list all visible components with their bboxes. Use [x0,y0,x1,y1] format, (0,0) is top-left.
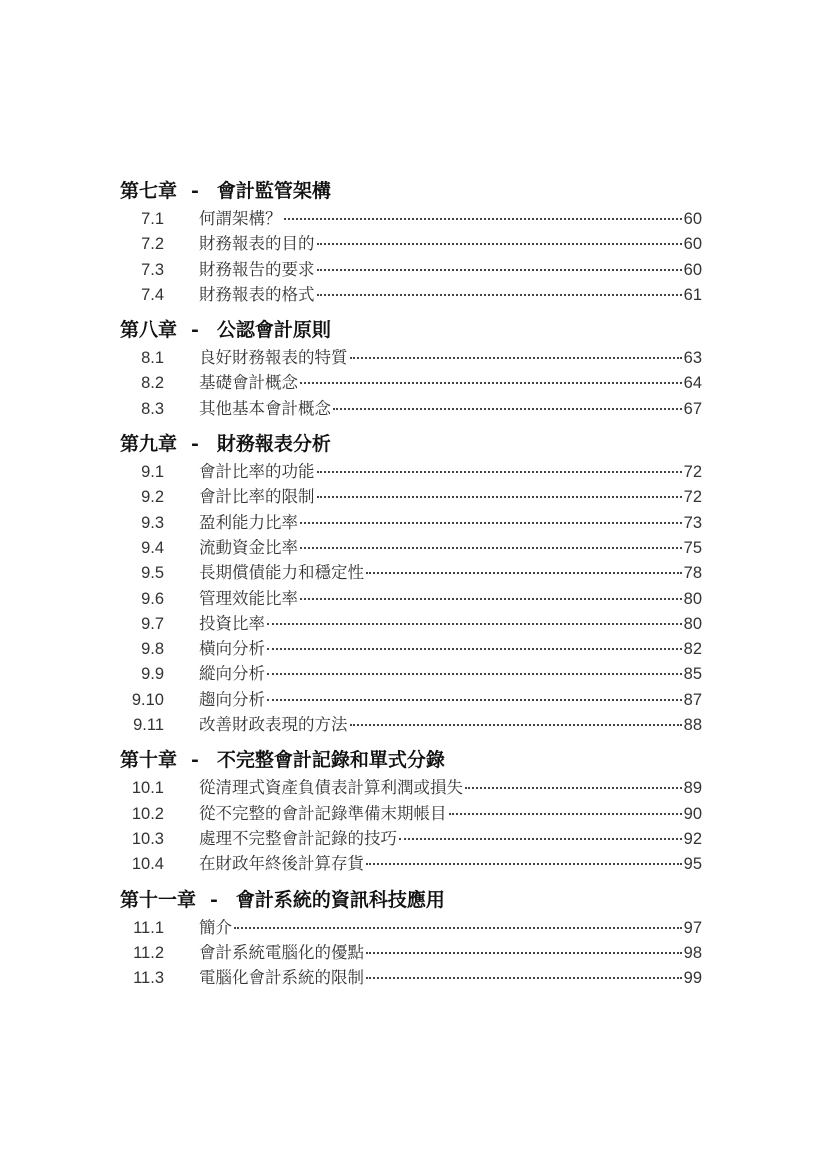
section-title: 改善財政表現的方法 [199,716,348,735]
dot-leader [317,471,682,473]
page-number: 85 [683,665,702,684]
section-title: 財務報表的目的 [199,235,315,254]
section-number: 7.2 [141,235,164,254]
toc-entry[interactable] [120,561,702,586]
dot-leader [284,218,682,220]
section-title: 在財政年終後計算存貨 [199,855,364,874]
chapter-label: 第八章 [120,319,178,342]
chapter-dash: - [210,888,218,911]
toc-entry[interactable] [120,916,702,941]
dot-leader [300,598,682,600]
page-number: 99 [683,969,702,988]
section-title: 財務報表的格式 [199,285,315,304]
section-number: 11.1 [133,918,164,937]
section-number: 7.1 [141,210,164,228]
section-title: 何謂架構？ [199,210,282,228]
page-number: 97 [683,918,702,937]
dot-leader [267,699,682,701]
page-number: 72 [683,488,702,507]
page-number: 92 [683,829,702,848]
page-number: 64 [683,374,702,393]
page-number: 78 [683,564,702,583]
chapter-dash: - [191,319,199,342]
page-number: 89 [683,779,702,798]
chapter-section [120,314,702,422]
chapter-title: 會計系統的資訊科技應用 [235,888,445,911]
page-number: 90 [683,804,702,823]
page-number: 80 [683,589,702,608]
toc-entry[interactable] [120,485,702,510]
chapter-dash: - [191,180,199,202]
page-number: 87 [683,690,702,709]
chapter-section [120,175,702,308]
section-title: 從清理式資產負債表計算利潤或損失 [199,779,463,798]
toc-entry[interactable] [120,207,702,232]
dot-leader [333,408,682,410]
section-title: 從不完整的會計記錄準備末期帳目 [199,804,447,823]
chapter-heading [120,884,702,916]
section-number: 8.3 [141,399,164,418]
section-number: 9.8 [141,640,164,659]
dot-leader [366,952,682,954]
toc-entry[interactable] [120,612,702,637]
table-of-contents [120,175,702,991]
dot-leader [267,623,682,625]
section-number: 10.2 [131,804,164,823]
chapter-section [120,744,702,877]
chapter-heading [120,428,702,460]
dot-leader [267,648,682,650]
page-number: 75 [683,538,702,557]
page-number: 98 [683,943,702,962]
dot-leader [317,294,682,296]
section-title: 長期償債能力和穩定性 [199,564,364,583]
section-number: 9.1 [141,463,164,482]
chapter-heading [120,314,702,346]
page-number: 80 [683,614,702,633]
section-number: 8.2 [141,374,164,393]
section-number: 10.4 [131,855,164,874]
section-title: 管理效能比率 [199,589,298,608]
page-number: 60 [683,235,702,254]
toc-entry[interactable] [120,688,702,713]
toc-entry[interactable] [120,802,702,827]
toc-entry[interactable] [120,827,702,852]
dot-leader [366,572,682,574]
section-number: 9.9 [141,665,164,684]
chapter-label: 第九章 [120,433,178,456]
section-number: 7.3 [141,260,164,279]
section-title: 電腦化會計系統的限制 [199,969,364,988]
section-number: 9.10 [131,690,164,709]
section-title: 良好財務報表的特質 [199,349,348,368]
section-title: 處理不完整會計記錄的技巧 [199,829,397,848]
section-number: 9.7 [141,614,164,633]
dot-leader [267,673,682,675]
section-title: 橫向分析 [199,640,265,659]
section-title: 其他基本會計概念 [199,399,331,418]
page-number: 63 [683,349,702,368]
dot-leader [366,977,682,979]
dot-leader [366,863,682,865]
section-title: 簡介 [199,918,232,937]
section-title: 會計比率的功能 [199,463,315,482]
section-number: 9.11 [133,716,164,735]
toc-entry[interactable] [120,536,702,561]
section-number: 9.5 [141,564,164,583]
chapter-heading [120,744,702,776]
section-title: 趨向分析 [199,690,265,709]
dot-leader [350,357,682,359]
toc-entry[interactable] [120,637,702,662]
section-number: 11.3 [133,969,164,988]
toc-entry[interactable] [120,397,702,422]
page-number: 73 [683,513,702,532]
section-number: 7.4 [141,285,164,304]
chapter-title: 公認會計原則 [216,319,331,342]
toc-entry[interactable] [120,511,702,536]
chapter-heading [120,175,702,207]
page-number: 95 [683,855,702,874]
page-number: 72 [683,463,702,482]
dot-leader [399,838,682,840]
page-number: 88 [683,716,702,735]
dot-leader [465,787,682,789]
dot-leader [350,724,682,726]
chapter-label: 第十一章 [120,888,197,911]
chapter-title: 財務報表分析 [216,433,331,456]
toc-entry[interactable] [120,371,702,396]
page-number: 60 [683,210,702,228]
toc-entry[interactable] [120,966,702,991]
chapter-title: 不完整會計記錄和單式分錄 [216,749,445,772]
dot-leader [234,927,682,929]
page-number: 67 [683,399,702,418]
chapter-label: 第七章 [120,180,178,202]
toc-entry[interactable] [120,713,702,738]
section-title: 盈利能力比率 [199,513,298,532]
section-number: 9.4 [141,538,164,557]
page-number: 60 [683,260,702,279]
toc-entry[interactable] [120,346,702,371]
toc-entry[interactable] [120,232,702,257]
chapter-section [120,428,702,738]
dot-leader [300,522,682,524]
toc-entry[interactable] [120,587,702,612]
section-number: 8.1 [141,349,164,368]
section-number: 10.1 [131,779,164,798]
chapter-title: 會計監管架構 [216,180,331,202]
toc-entry[interactable] [120,283,702,308]
dot-leader [300,547,682,549]
chapter-section [120,884,702,992]
page-number: 82 [683,640,702,659]
toc-entry[interactable] [120,460,702,485]
section-title: 縱向分析 [199,665,265,684]
section-title: 會計系統電腦化的優點 [199,943,364,962]
toc-entry[interactable] [120,852,702,877]
chapter-dash: - [191,749,199,772]
section-title: 財務報告的要求 [199,260,315,279]
section-number: 10.3 [131,829,164,848]
section-number: 9.3 [141,513,164,532]
toc-entry[interactable] [120,662,702,687]
dot-leader [317,269,682,271]
section-number: 9.2 [141,488,164,507]
dot-leader [317,496,682,498]
section-title: 基礎會計概念 [199,374,298,393]
toc-entry[interactable] [120,941,702,966]
dot-leader [300,382,682,384]
chapter-dash: - [191,433,199,456]
toc-entry[interactable] [120,258,702,283]
section-title: 會計比率的限制 [199,488,315,507]
section-title: 流動資金比率 [199,538,298,557]
dot-leader [449,813,682,815]
toc-entry[interactable] [120,776,702,801]
chapter-label: 第十章 [120,749,178,772]
section-title: 投資比率 [199,614,265,633]
section-number: 11.2 [133,943,164,962]
page-number: 61 [683,285,702,304]
section-number: 9.6 [141,589,164,608]
dot-leader [317,243,682,245]
